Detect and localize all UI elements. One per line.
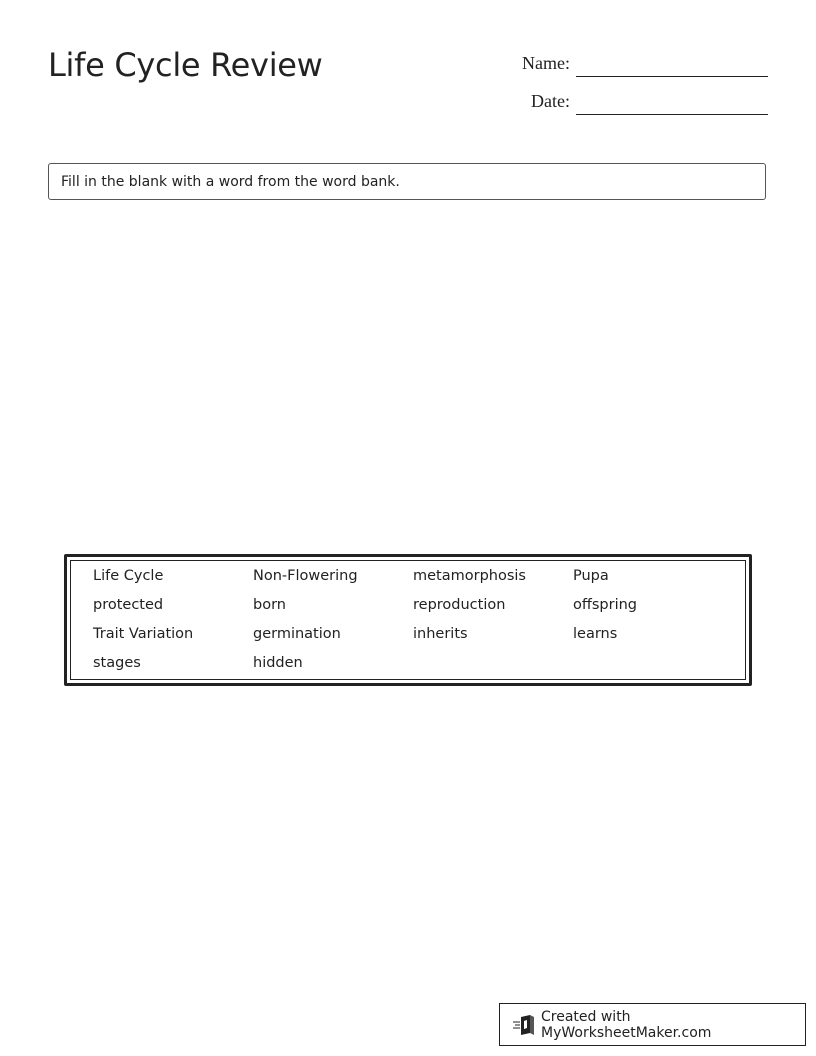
instructions-box — [48, 163, 766, 200]
footer-text: Created with MyWorksheetMaker.com — [541, 1008, 712, 1041]
word-bank-item: protected — [93, 597, 164, 613]
word-bank-item: Non-Flowering — [253, 568, 358, 584]
word-bank-item: inherits — [413, 626, 468, 642]
date-field-line[interactable] — [576, 114, 768, 115]
word-bank-item: Life Cycle — [93, 568, 164, 584]
book-icon — [512, 1014, 536, 1036]
word-bank-item: hidden — [253, 655, 303, 671]
word-bank-item: reproduction — [413, 597, 506, 613]
date-label: Date: — [531, 91, 570, 111]
name-field-line[interactable] — [576, 76, 768, 77]
word-bank-item: offspring — [573, 597, 638, 613]
word-bank-inner-border — [70, 560, 746, 680]
word-bank-item: born — [253, 597, 286, 613]
page-title: Life Cycle Review — [48, 46, 323, 84]
instructions-text: Fill in the blank with a word from the word bank. — [61, 174, 400, 190]
word-bank-item: germination — [253, 626, 341, 642]
word-bank-item: learns — [573, 626, 618, 642]
footer-credit[interactable] — [499, 1003, 806, 1046]
name-label: Name: — [522, 53, 570, 73]
word-bank-item: metamorphosis — [413, 568, 526, 584]
word-bank-item: Pupa — [573, 568, 609, 584]
word-bank-item: stages — [93, 655, 141, 671]
word-bank-item: Trait Variation — [93, 626, 194, 642]
word-bank — [64, 554, 752, 686]
